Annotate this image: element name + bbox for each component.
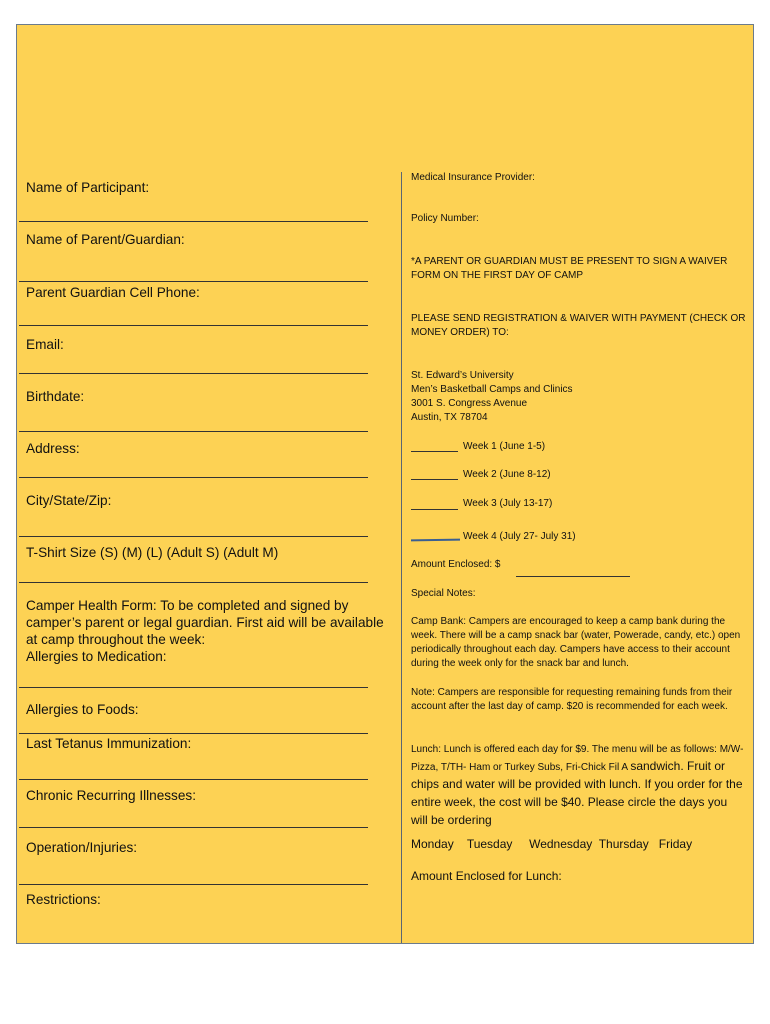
chronic-illnesses-line[interactable]	[19, 827, 368, 828]
email-label: Email:	[26, 337, 64, 352]
address-line-4: Austin, TX 78704	[411, 412, 488, 423]
week-1-label: Week 1 (June 1-5)	[463, 441, 546, 452]
lunch-text-small: Lunch: Lunch is offered each day for $9. The menu will be as follows: M/W-Pizza, T/TH- Ham or Turkey Subs, Fri-Chick Fil A	[411, 744, 744, 773]
tshirt-size-label: T-Shirt Size (S) (M) (L) (Adult S) (Adult M)	[26, 545, 279, 560]
city-state-zip-label: City/State/Zip:	[26, 493, 112, 508]
special-notes-label: Special Notes:	[411, 588, 476, 599]
birthdate-line[interactable]	[19, 431, 368, 432]
week-1-blank[interactable]	[411, 451, 458, 452]
day-friday[interactable]: Friday	[658, 837, 693, 851]
lunch-text-large: sandwich. Fruit or chips and water will be provided with lunch. If you order for the entire week, the cost will be $40. Please circle the days you will be ordering	[411, 759, 743, 827]
address-line-2: Men’s Basketball Camps and Clinics	[411, 384, 573, 395]
address-line[interactable]	[19, 477, 368, 478]
week-2-blank[interactable]	[411, 479, 458, 480]
birthdate-label: Birthdate:	[26, 389, 85, 404]
address-line-1: St. Edward’s University	[411, 370, 514, 381]
waiver-notice: *A PARENT OR GUARDIAN MUST BE PRESENT TO SIGN A WAIVER FORM ON THE FIRST DAY OF CAMP	[411, 256, 728, 281]
tshirt-size-line[interactable]	[19, 582, 368, 583]
address-line-3: 3001 S. Congress Avenue	[411, 398, 528, 409]
amount-enclosed-label: Amount Enclosed: $	[411, 559, 501, 570]
chronic-illnesses-label: Chronic Recurring Illnesses:	[26, 788, 196, 803]
parent-name-label: Name of Parent/Guardian:	[26, 232, 185, 247]
lunch-days	[411, 836, 692, 852]
day-thursday[interactable]: Thursday	[598, 837, 649, 851]
allergies-medication-line[interactable]	[19, 687, 368, 688]
day-wednesday[interactable]: Wednesday	[529, 837, 593, 851]
allergies-foods-line[interactable]	[19, 733, 368, 734]
week-3-blank[interactable]	[411, 509, 458, 510]
cell-phone-label: Parent Guardian Cell Phone:	[26, 285, 200, 300]
operations-injuries-line[interactable]	[19, 884, 368, 885]
health-form-paragraph	[26, 597, 396, 665]
lunch-text	[411, 742, 746, 830]
email-line[interactable]	[19, 373, 368, 374]
day-monday[interactable]: Monday	[411, 837, 454, 851]
policy-number-label: Policy Number:	[411, 213, 479, 224]
week-3-label: Week 3 (July 13-17)	[463, 498, 553, 509]
mailing-address	[411, 369, 573, 425]
operations-injuries-label: Operation/Injuries:	[26, 840, 138, 855]
city-state-zip-line[interactable]	[19, 536, 368, 537]
camp-bank-text: Camp Bank: Campers are encouraged to keep a camp bank during the week. There will be a camp snack bar (water, Powerade, candy, etc.) open periodically throughout each day. Campers have access to their account during the week only for the snack bar and lunch.	[411, 616, 741, 669]
restrictions-label: Restrictions:	[26, 892, 101, 907]
week-4-label: Week 4 (July 27- July 31)	[463, 531, 576, 542]
allergies-medication-label: Allergies to Medication:	[26, 649, 167, 664]
parent-name-line[interactable]	[19, 281, 368, 282]
allergies-foods-label: Allergies to Foods:	[26, 702, 139, 717]
note-text: Note: Campers are responsible for requesting remaining funds from their account after the last day of camp. $20 is recommended for each week.	[411, 687, 733, 712]
send-instructions: PLEASE SEND REGISTRATION & WAIVER WITH PAYMENT (CHECK OR MONEY ORDER) TO:	[411, 313, 746, 338]
insurance-provider-label: Medical Insurance Provider:	[411, 172, 535, 183]
health-form-text: Camper Health Form: To be completed and signed by camper’s parent or legal guardian. First aid will be available at camp throughout the week:	[26, 598, 384, 647]
address-label: Address:	[26, 441, 80, 456]
week-2-label: Week 2 (June 8-12)	[463, 469, 551, 480]
column-divider	[401, 172, 402, 943]
tetanus-line[interactable]	[19, 779, 368, 780]
day-tuesday[interactable]: Tuesday	[466, 837, 513, 851]
cell-phone-line[interactable]	[19, 325, 368, 326]
amount-enclosed-line[interactable]	[516, 576, 630, 577]
tetanus-label: Last Tetanus Immunization:	[26, 736, 192, 751]
amount-lunch-label: Amount Enclosed for Lunch:	[411, 869, 562, 883]
participant-name-label: Name of Participant:	[26, 180, 150, 195]
participant-name-line[interactable]	[19, 221, 368, 222]
